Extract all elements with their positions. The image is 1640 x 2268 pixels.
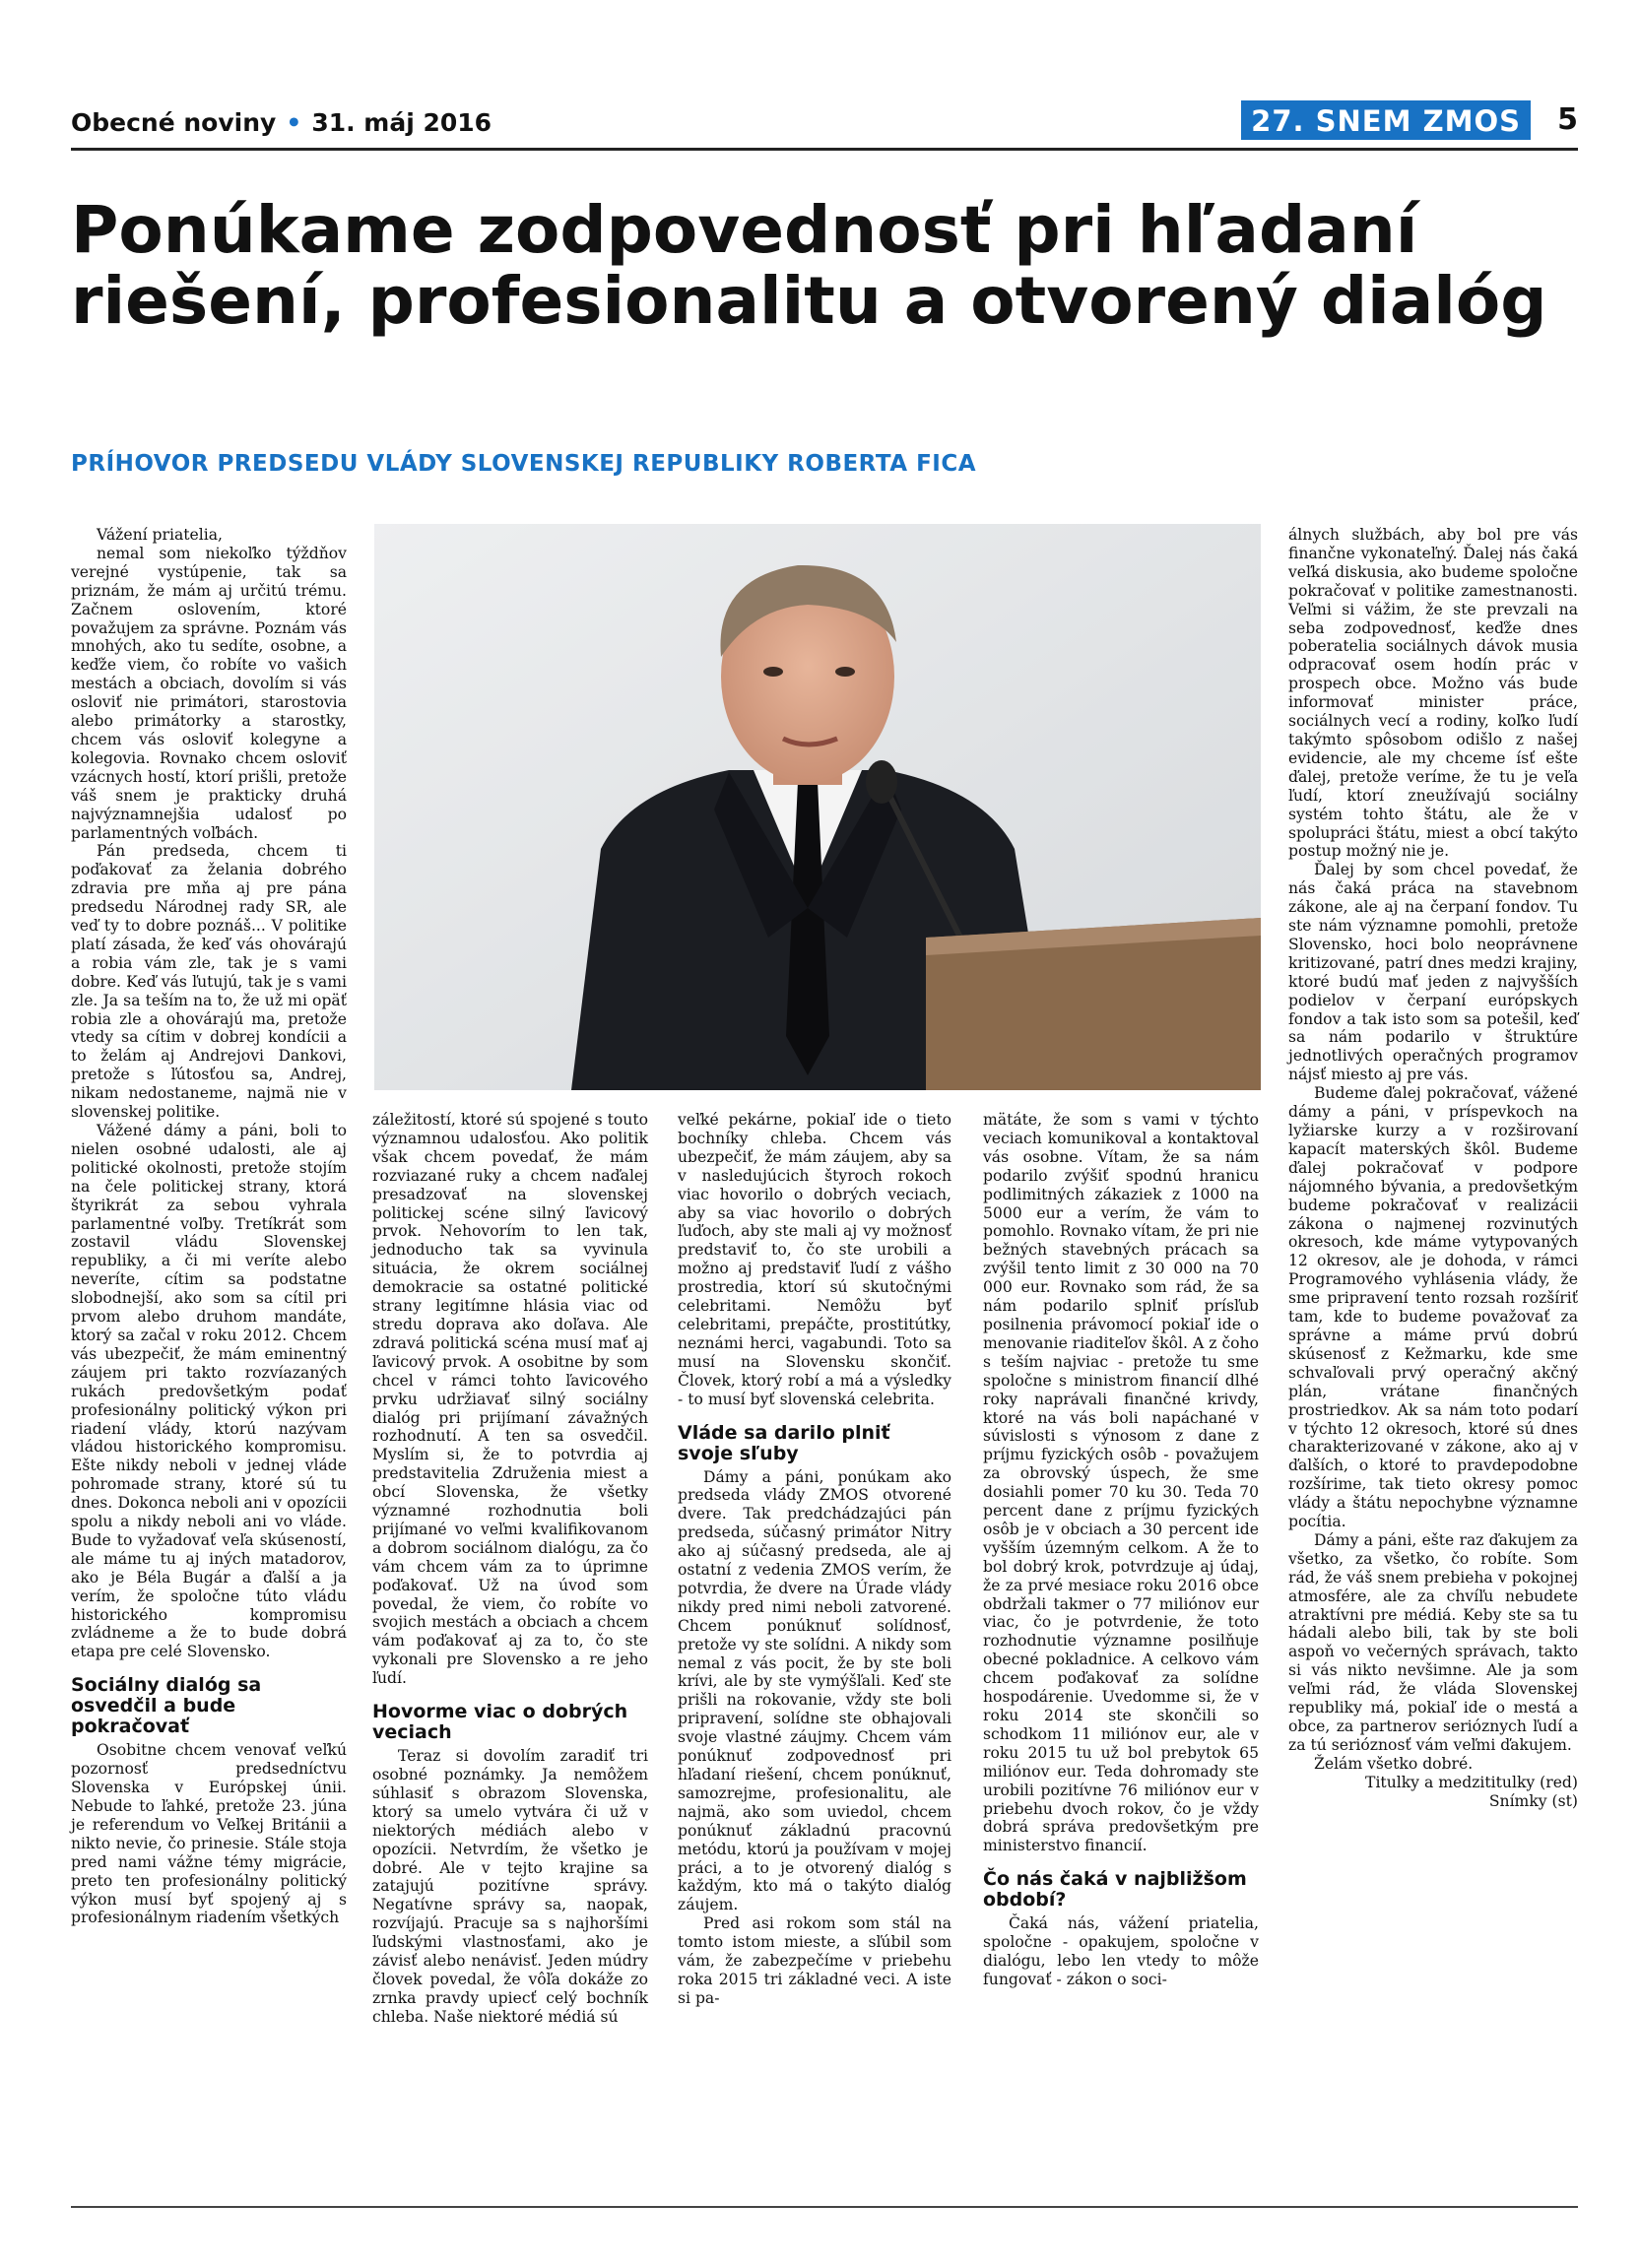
paragraph: Vážené dámy a páni, boli to nielen osobné udalosti, ale aj politické okolnosti, pretože stojím na čele politickej strany, ktorá štyrikrát za sebou vyhrala parlamentné voľby. Tretíkrát som zostavil vládu Slovenskej republiky, a či mi veríte alebo neveríte, cítim sa podstatne slobodnejší, ako som sa cítil pri prvom alebo druhom mandáte, ktorý sa začal v roku 2012. Chcem vás ubezpečiť, že mám eminentný záujem pri takto rozvíazaných rukách predovšetkým podať profesionálny politický výkon pri riadení vlády, ktorú nazývam vládou historického kompromisu. Ešte nikdy neboli v jednej vláde pohromade strany, ktoré sú tu dnes. Dokonca neboli ani v opozícii spolu a nikdy neboli ani vo vláde. Bude to vyžadovať veľa skúseností, ale máme tu aj iných matadorov, ako je Béla Bugár a ďalší a ja verím, že spoločne túto vládu historického kompromisu zvládneme a že to bude dobrá etapa pre celé Slovensko. [71, 1122, 347, 1661]
section-heading: Sociálny dialóg sa osvedčil a bude pokračovať [71, 1674, 262, 1738]
paragraph: Ďalej by som chcel povedať, že nás čaká práca na stavebnom zákone, ale aj na čerpaní fondov. Tu ste nám významne pomohli, pretože Slovensko, hoci bolo neoprávnene kritizované, patrí dnes medzi krajiny, ktoré budú mať jeden z najvyšších podielov v čerpaní európskych fondov a tak isto som sa potešil, keď sa nám podarilo v štruktúre jednotlivých operačných programov nájsť miesto aj pre vás. [1288, 861, 1578, 1084]
article-title: Ponúkame zodpovednosť pri hľadaní riešení, profesionalitu a otvorený dialóg [71, 192, 1547, 339]
credit-titles: Titulky a medzititulky (red) [1365, 1773, 1578, 1791]
section-heading: Vláde sa darilo plniť svoje sľuby [678, 1421, 890, 1464]
header-rule [71, 148, 1578, 151]
paragraph: Budeme ďalej pokračovať, vážené dámy a páni, v príspevkoch na lyžiarske kurzy a v rozširovaní kapacít materských škôl. Budeme ďalej pokračovať v podpore nájomného bývania, a predovšetkým budeme pokračovať v realizácii zákona o najmenej rozvinutých okresoch, kde máme vytypovaných 12 okresov, ale je dohoda, v rámci Programového vyhlásenia vlády, že sme pripravení tento rozsah rozšíriť tam, kde to budeme považovať za správne a máme prvú dobrú skúsenosť z Kežmarku, kde sme schvaľovali prvý operačný akčný plán, vrátane finančných prostriedkov. Ak sa nám toto podarí v týchto 12 okresoch, ktoré sú dnes charakterizované v zákone, ako aj v ďalších, o ktoré to pravdepodobne rozšírime, tak tieto okresy pomoc vlády a štátu nepochybne významne pocítia. [1288, 1084, 1578, 1531]
footer-rule [71, 2206, 1578, 2208]
page-header [71, 100, 1578, 140]
speaker-photo-illustration [374, 524, 1261, 1090]
publication-name: Obecné noviny [71, 108, 277, 137]
section-heading: Čo nás čaká v najbližšom období? [983, 1868, 1247, 1912]
paragraph: Čaká nás, vážení priatelia, spoločne - opakujem, spoločne v dialógu, lebo len vtedy to môže fungovať - zákon o soci- [983, 1914, 1259, 1988]
paragraph: Dámy a páni, ešte raz ďakujem za všetko, za všetko, čo robíte. Som rád, že váš snem prebieha v pokojnej atmosfére, ale za chvíľu nebudete atraktívni pre médiá. Keby ste sa tu hádali alebo bili, tak by ste boli aspoň vo večerných správach, takto si vás nikto nevšimne. Ale ja som veľmi rád, že vláda Slovenskej republiky má, pokiaľ ide o mestá a obce, za partnerov serióznych ľudí a za tú serióznosť vám veľmi ďakujem. [1288, 1530, 1578, 1754]
paragraph: Osobitne chcem venovať veľkú pozornosť predsedníctvu Slovenska v Európskej únii. Nebude to ľahké, pretože 23. júna je referendum vo Veľkej Británii a nikto nevie, čo prinesie. Stále stoja pred nami vážne témy migrácie, preto ten profesionálny politický výkon musí byť spojený aj s profesionálnym riadením všetkých [71, 1741, 347, 1927]
paragraph: veľké pekárne, pokiaľ ide o tieto bochníky chleba. Chcem vás ubezpečiť, že mám záujem, aby sa v nasledujúcich štyroch rokoch viac hovorilo o dobrých veciach, aby sa viac hovorilo o dobrých ľuďoch, aby ste mali aj vy možnosť predstaviť to, čo ste urobili a možno aj predstaviť ľudí z vášho prostredia, ktorí sú skutočnými celebritami. Nemôžu byť celebritami, prepáčte, prostitútky, neznámi herci, vagabundi. Toto sa musí na Slovensku skončiť. Človek, ktorý robí a má a výsledky - to musí byť slovenská celebrita. [678, 1111, 951, 1408]
article-column-4 [983, 1111, 1259, 1989]
separator-dot: • [286, 108, 302, 137]
paragraph: álnych službách, aby bol pre vás finančne vykonateľný. Ďalej nás čaká veľká diskusia, ako budeme spoločne pokračovať v politike zamestnanosti. Veľmi si vážim, že ste prevzali na seba zodpovednosť, keďže dnes poberatelia sociálnych dávok musia odpracovať osem hodín prác v prospech obce. Možno vás bude informovať minister práce, sociálnych vecí a rodiny, koľko ľudí takýmto spôsobom odišlo z našej evidencie, ale my chceme ísť ešte ďalej, pretože veríme, že tu je veľa ľudí, ktorí zneužívajú sociálny systém tohto štátu, ale že v spolupráci štátu, miest a obcí takýto postup možný nie je. [1288, 526, 1578, 861]
section-badge: 27. SNEM ZMOS [1241, 100, 1531, 140]
paragraph: záležitostí, ktoré sú spojené s touto významnou udalosťou. Ako politik však chcem povedať, že mám rozviazané ruky a chcem naďalej presadzovať na slovenskej politickej scéne silný ľavicový prvok. Nehovorím to len tak, jednoducho tak sa vyvinula situácia, že okrem sociálnej demokracie sa ostatné politické strany legitímne hlásia viac od stredu doprava ako doľava. Ale zdravá politická scéna musí mať aj ľavicový prvok. A osobitne by som chcel v rámci tohto ľavicového prvku udržiavať silný sociálny dialóg pri prijímaní závažných rozhodnutí. A ten sa osvedčil. Myslím si, že to potvrdia aj predstavitelia Združenia miest a obcí Slovenska, že všetky významné rozhodnutia boli prijímané vo veľmi kvalifikovanom a dobrom sociálnom dialógu, za čo vám chcem vám za to úprimne poďakovať. Už na úvod som povedal, že viem, čo robíte vo svojich mestách a obciach a chcem vám poďakovať aj za to, čo ste vykonali pre Slovensko a re jeho ľudí. [372, 1111, 648, 1688]
article-column-2 [372, 1111, 648, 2027]
paragraph: mätáte, že som s vami v týchto veciach komunikoval a kontaktoval vás osobne. Vítam, že sa nám podarilo zvýšiť spodnú hranicu podlimitných zákaziek z 1000 na 5000 eur a verím, že vám to pomohlo. Rovnako vítam, že pri nie bežných stavebných prácach sa zvýšil tento limit z 30 000 na 70 000 eur. Rovnako som rád, že sa nám podarilo splniť prísľub posilnenia právomocí pokiaľ ide o menovanie riaditeľov škôl. A z čoho s teším najviac - pretože tu sme spoločne s ministrom financií dlhé roky naprávali finančné krivdy, ktoré na vás boli napáchané v súvislosti s výnosom z dane z príjmu fyzických osôb - považujem za obrovský úspech, že sme dosiahli pomer 70 ku 30. Teda 70 percent dane z príjmu fyzických osôb je v obciach a 30 percent ide vyšším územným celkom. A že to bol dobrý krok, potvrdzuje aj údaj, že za prvé mesiace roku 2016 obce obdržali takmer o 77 miliónov eur viac, čo je potvrdenie, že toto rozhodnutie významne posilňuje obecné pokladnice. A celkovo vám chcem poďakovať za solídne hospodárenie. Uvedomme si, že v roku 2014 ste skončili so schodkom 11 miliónov eur, ale v roku 2015 tu už bol prebytok 65 miliónov eur. Teda dohromady ste urobili pozitívne 76 miliónov eur v priebehu dvoch rokov, čo je vždy dobrá správa predovšetkým pre ministerstvo financií. [983, 1111, 1259, 1855]
paragraph: Teraz si dovolím zaradiť tri osobné poznámky. Ja nemôžem súhlasiť s obrazom Slovenska, ktorý sa umelo vytvára či už v niektorých médiách alebo v opozícii. Netvrdím, že všetko je dobré. Ale v tejto krajine sa zatajujú pozitívne správy. Negatívne správy sa, naopak, rozvíjajú. Pracuje sa s najhoršími ľudskými vlastnosťami, ako je závisť alebo nenávisť. Jeden múdry človek povedal, že vôľa dokáže zo zrnka pravdy upiecť celý bochník chleba. Naše niektoré médiá sú [372, 1747, 648, 2026]
section-heading: Hovorme viac o dobrých veciach [372, 1701, 628, 1744]
article-subtitle: PRÍHOVOR PREDSEDU VLÁDY SLOVENSKEJ REPUBLIKY ROBERTA FICA [71, 451, 977, 477]
article-column-3 [678, 1111, 951, 2008]
publication-line [71, 108, 492, 137]
credit-photos: Snímky (st) [1488, 1791, 1578, 1810]
article-column-1 [71, 526, 347, 1927]
article-photo [374, 524, 1261, 1090]
article-column-5 [1288, 526, 1578, 1811]
paragraph: Vážení priatelia, [97, 526, 224, 544]
paragraph: Želám všetko dobré. [1314, 1754, 1474, 1773]
paragraph: Pán predseda, chcem ti poďakovať za želania dobrého zdravia pre mňa aj pre pána predsedu Národnej rady SR, ale veď ty to dobre poznáš... V politike platí zásada, že keď vás ohovárajú a robia vám zle, tak je s vami dobre. Keď vás ľutujú, tak je s vami zle. Ja sa teším na to, že už mi opäť robia zle a ohovárajú ma, pretože vtedy sa cítim v dobrej kondícii a to želám aj Andrejovi Dankovi, pretože s ľútosťou sa, Andrej, nikam nedostaneme, najmä nie v slovenskej politike. [71, 842, 347, 1122]
publication-date: 31. máj 2016 [311, 108, 492, 137]
paragraph: nemal som niekoľko týždňov verejné vystúpenie, tak sa priznám, že mám aj určitú trému. Začnem oslovením, ktoré považujem za správne. Poznám vás mnohých, ako tu sedíte, osobne, a keďže viem, čo robíte vo vašich mestách a obciach, dovolím si vás osloviť nie primátori, starostovia alebo primátorky a starostky, chcem vás osloviť kolegyne a kolegovia. Rovnako chcem osloviť vzácnych hostí, ktorí prišli, pretože váš snem je prakticky druhá najvýznamnejšia udalosť po parlamentných voľbách. [71, 544, 347, 842]
page-number: 5 [1557, 102, 1578, 137]
paragraph: Dámy a páni, ponúkam ako predseda vlády ZMOS otvorené dvere. Tak predchádzajúci pán predseda, súčasný primátor Nitry ako aj súčasný predseda, ale aj ostatní z vedenia ZMOS verím, že potvrdia, že dvere na Úrade vlády nikdy pred nimi neboli zatvorené. Chcem ponúknuť solídnosť, pretože vy ste solídni. A nikdy som nemal z vás pocit, že by ste boli krívi, ale by ste vymýšľali. Keď ste prišli na rokovanie, vždy ste boli pripravení, solídne ste obhajovali svoje vlastné záujmy. Chcem vám ponúknuť zodpovednosť pri hľadaní riešení, chcem ponúknuť, samozrejme, profesionalitu, ale najmä, ako som uviedol, chcem ponúknuť základnú pracovnú metódu, ktorú ja používam v mojej práci, a to je otvorený dialóg s každým, kto má o takýto dialóg záujem. [678, 1467, 951, 1914]
paragraph: Pred asi rokom som stál na tomto istom mieste, a sľúbil som vám, že zabezpečíme v priebehu roka 2015 tri základné veci. A iste si pa- [678, 1914, 951, 2007]
